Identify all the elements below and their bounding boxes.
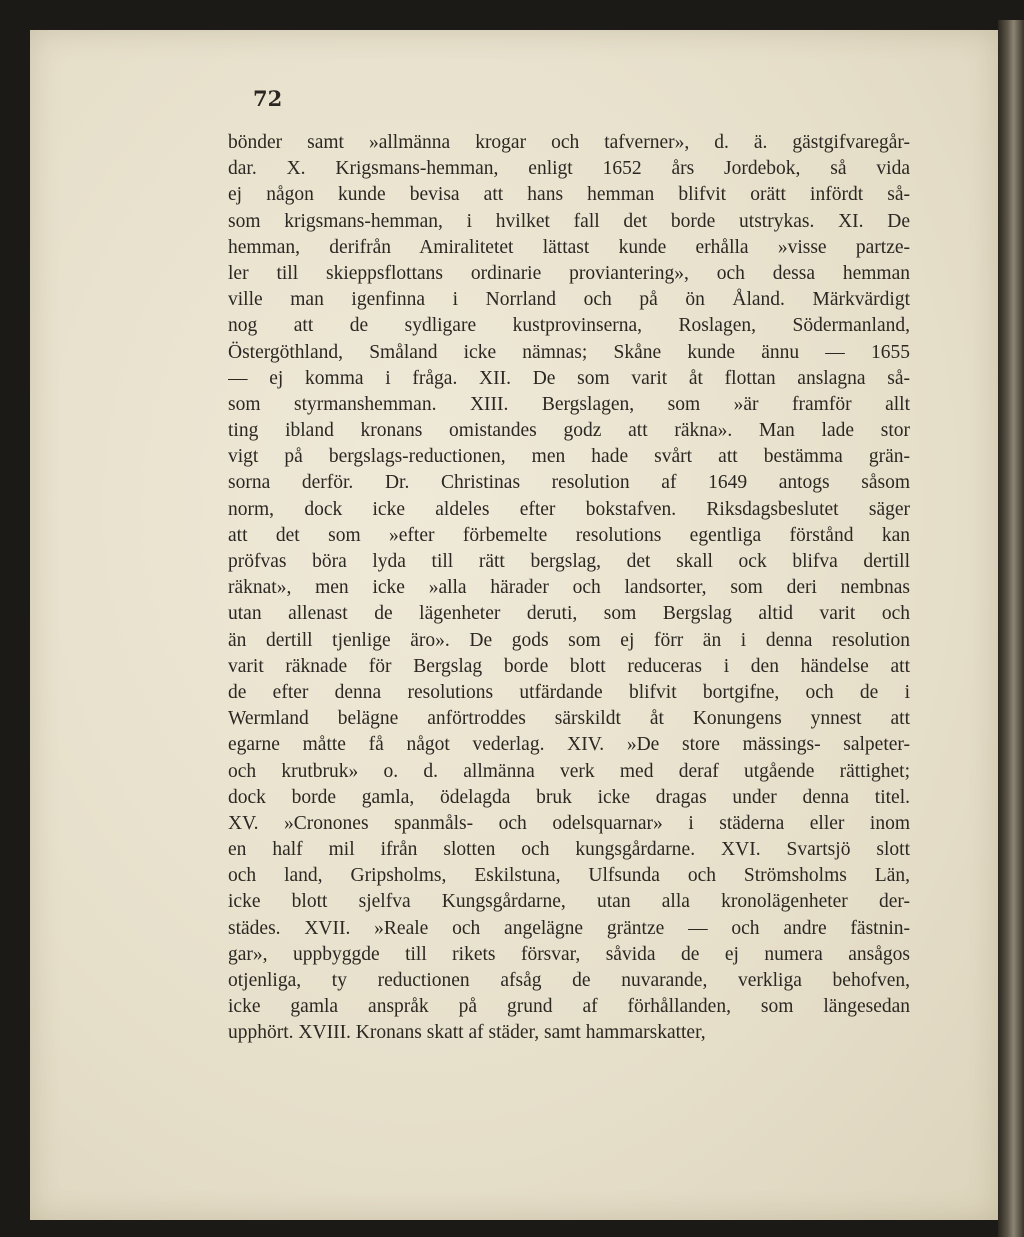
text-line: icke blott sjelfva Kungsgårdarne, utan alla kronolägenheter der- — [228, 891, 910, 913]
text-line: Wermland belägne anförtroddes särskildt åt Konungens ynnest att — [228, 708, 910, 730]
text-line: vigt på bergslags-reductionen, men hade svårt att bestämma grän- — [228, 446, 910, 468]
text-line: otjenliga, ty reductionen afsåg de nuvarande, verkliga behofven, — [228, 970, 910, 991]
text-line: ville man igenfinna i Norrland och på ön Åland. Märkvärdigt — [228, 289, 910, 311]
book-spine — [998, 20, 1024, 1237]
text-line: bönder samt »allmänna krogar och tafverner», d. ä. gästgifvaregår- — [228, 132, 910, 153]
text-line: att det som »efter förbemelte resolutions egentliga förstånd kan — [228, 524, 910, 546]
text-line: — ej komma i fråga. XII. De som varit åt flottan anslagna så- — [228, 367, 910, 389]
text-line: hemman, derifrån Amiralitetet lättast kunde erhålla »visse partze- — [228, 236, 910, 258]
text-line: icke gamla anspråk på grund af förhållanden, som längesedan — [228, 996, 910, 1018]
body-text — [228, 130, 910, 1047]
text-line: egarne måtte få något vederlag. XIV. »De store mässings- salpeter- — [228, 734, 910, 756]
text-line: de efter denna resolutions utfärdande blifvit bortgifne, och de i — [228, 681, 910, 703]
text-line: ting ibland kronans omistandes godz att räkna». Man lade stor — [228, 420, 910, 442]
text-line: utan allenast de lägenheter deruti, som Bergslag altid varit och — [228, 603, 910, 625]
text-line: ej någon kunde bevisa att hans hemman blifvit orätt infördt så- — [228, 184, 910, 206]
text-line: pröfvas böra lyda till rätt bergslag, det skall ock blifva dertill — [228, 551, 910, 572]
text-line: som krigsmans-hemman, i hvilket fall det borde utstrykas. XI. De — [228, 210, 910, 232]
text-line: gar», uppbyggde till rikets försvar, såvida de ej numera ansågos — [228, 943, 910, 965]
text-line: en half mil ifrån slotten och kungsgårdarne. XVI. Svartsjö slott — [228, 839, 910, 861]
text-line: som styrmanshemman. XIII. Bergslagen, som »är framför allt — [228, 393, 910, 415]
text-line: än dertill tjenlige äro». De gods som ej förr än i denna resolution — [228, 629, 910, 651]
text-line: ler till skieppsflottans ordinarie proviantering», och dessa hemman — [228, 262, 910, 284]
text-line: räknat», men icke »alla härader och landsorter, som deri nembnas — [228, 577, 910, 599]
text-line: dock borde gamla, ödelagda bruk icke dragas under denna titel. — [228, 786, 910, 808]
text-line: Östergöthland, Småland icke nämnas; Skåne kunde ännu — 1655 — [228, 341, 910, 363]
text-line: varit räknade för Bergslag borde blott reduceras i den händelse att — [228, 655, 910, 677]
text-line: nog att de sydligare kustprovinserna, Roslagen, Södermanland, — [228, 315, 910, 337]
text-line: och krutbruk» o. d. allmänna verk med deraf utgående rättighet; — [228, 760, 910, 782]
page-number: 72 — [253, 86, 283, 111]
text-line: norm, dock icke aldeles efter bokstafven. Riksdagsbeslutet säger — [228, 498, 910, 520]
text-line: dar. X. Krigsmans-hemman, enligt 1652 års Jordebok, så vida — [228, 158, 910, 180]
text-line: XV. »Cronones spanmåls- och odelsquarnar» i städerna eller inom — [228, 812, 910, 834]
text-line: städes. XVII. »Reale och angelägne gräntze — och andre fästnin- — [228, 917, 910, 939]
text-line: sorna derför. Dr. Christinas resolution af 1649 antogs såsom — [228, 472, 910, 494]
text-line: och land, Gripsholms, Eskilstuna, Ulfsunda och Strömsholms Län, — [228, 865, 910, 887]
text-line: upphört. XVIII. Kronans skatt af städer, samt hammarskatter, — [228, 1022, 706, 1044]
